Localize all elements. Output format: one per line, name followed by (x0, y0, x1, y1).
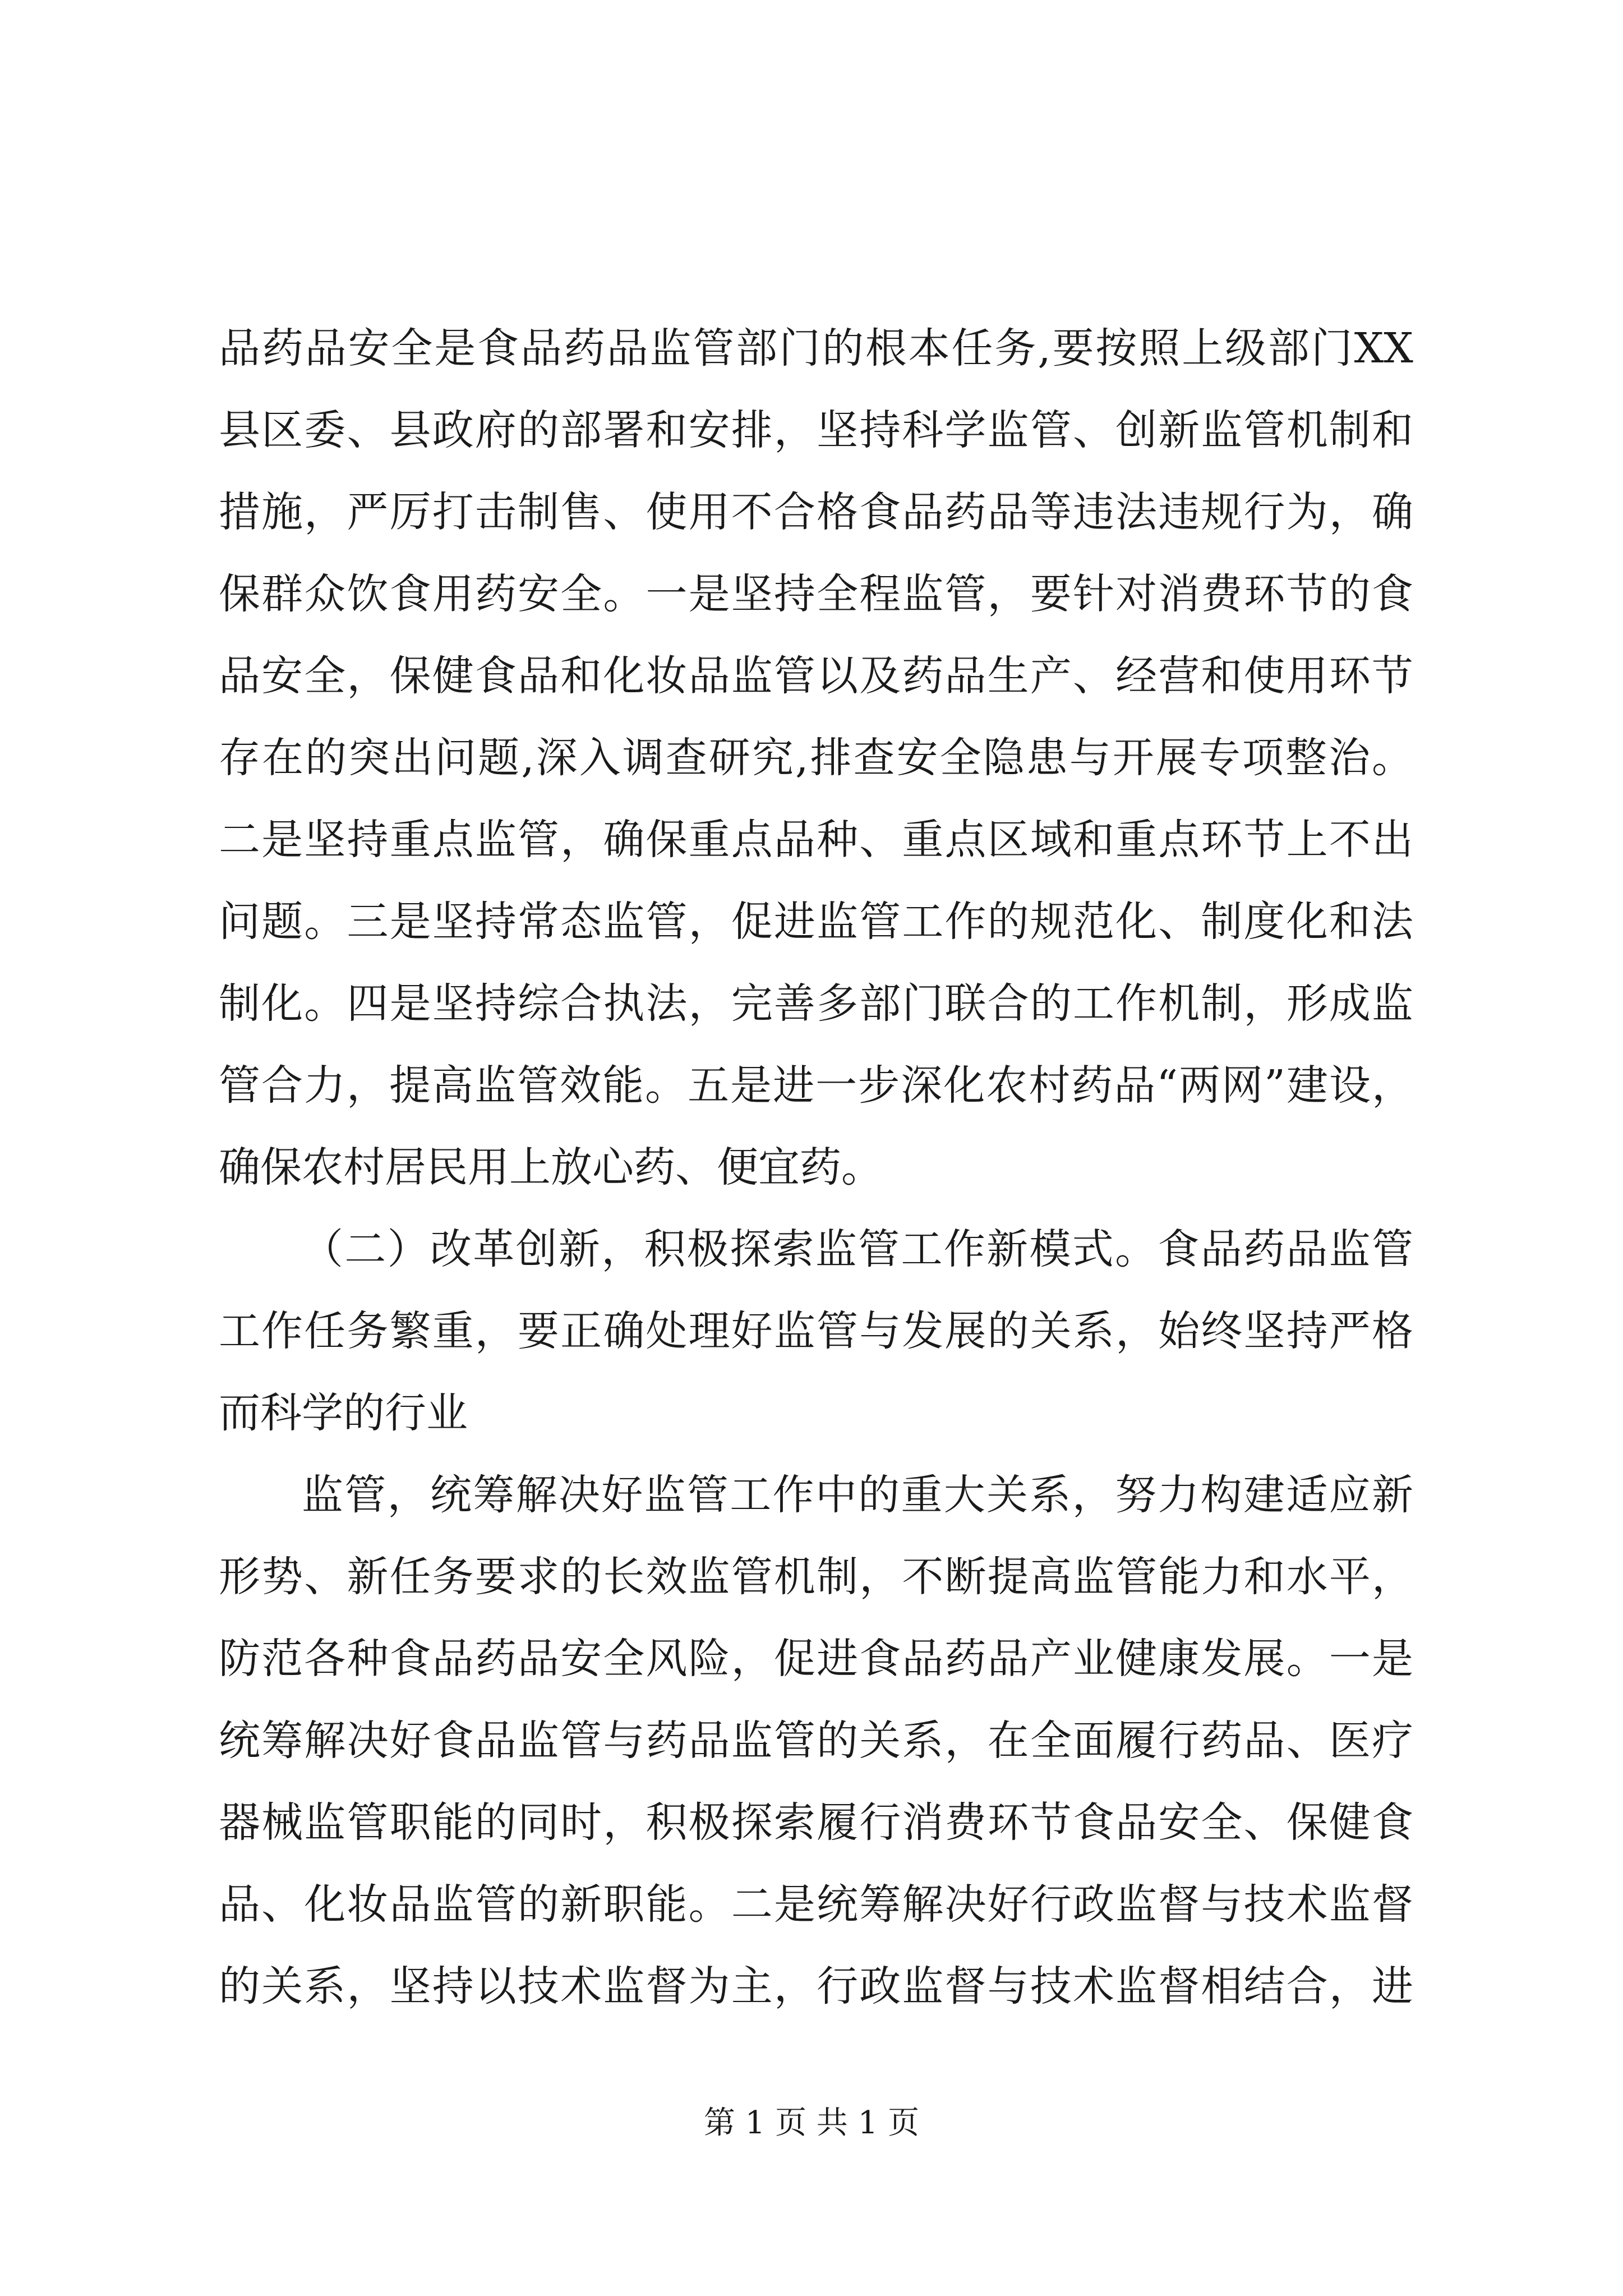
text-line: 形势、新任务要求的长效监管机制，不断提高监管能力和水平， (219, 1553, 1413, 1601)
text-line: 而科学的行业 (219, 1389, 468, 1437)
text-line: 统筹解决好食品监管与药品监管的关系，在全面履行药品、医疗 (219, 1717, 1413, 1765)
text-line: 的关系，坚持以技术监督为主，行政监督与技术监督相结合，进 (219, 1962, 1413, 2010)
text-line: 管合力，提高监管效能。五是进一步深化农村药品“两网”建设， (219, 1061, 1413, 1110)
section-heading-line: （二）改革创新，积极探索监管工作新模式。食品药品监管 (302, 1225, 1413, 1273)
text-line: 问题。三是坚持常态监管，促进监管工作的规范化、制度化和法 (219, 898, 1413, 946)
text-line: 品安全，保健食品和化妆品监管以及药品生产、经营和使用环节 (219, 652, 1413, 700)
text-line: 措施，严厉打击制售、使用不合格食品药品等违法违规行为，确 (219, 488, 1413, 536)
text-line: 品、化妆品监管的新职能。二是统筹解决好行政监督与技术监督 (219, 1880, 1413, 1929)
text-line: 器械监管职能的同时，积极探索履行消费环节食品安全、保健食 (219, 1798, 1413, 1847)
text-line: 县区委、县政府的部署和安排，坚持科学监管、创新监管机制和 (219, 406, 1413, 454)
text-line: 防范各种食品药品安全风险，促进食品药品产业健康发展。一是 (219, 1635, 1413, 1683)
text-line: 存在的突出问题,深入调查研究,排查安全隐患与开展专项整治。 (219, 734, 1413, 782)
text-line: 工作任务繁重，要正确处理好监管与发展的关系，始终坚持严格 (219, 1307, 1413, 1355)
paragraph-start-line: 监管，统筹解决好监管工作中的重大关系，努力构建适应新 (302, 1471, 1413, 1519)
page-number-footer: 第 1 页 共 1 页 (703, 2105, 920, 2141)
text-line: 保群众饮食用药安全。一是坚持全程监管，要针对消费环节的食 (219, 570, 1413, 618)
text-line: 制化。四是坚持综合执法，完善多部门联合的工作机制，形成监 (219, 979, 1413, 1028)
text-line: 二是坚持重点监管，确保重点品种、重点区域和重点环节上不出 (219, 816, 1413, 864)
document-body (219, 307, 1413, 2027)
text-line: 品药品安全是食品药品监管部门的根本任务,要按照上级部门XX (219, 324, 1413, 372)
text-line: 确保农村居民用上放心药、便宜药。 (219, 1143, 883, 1191)
